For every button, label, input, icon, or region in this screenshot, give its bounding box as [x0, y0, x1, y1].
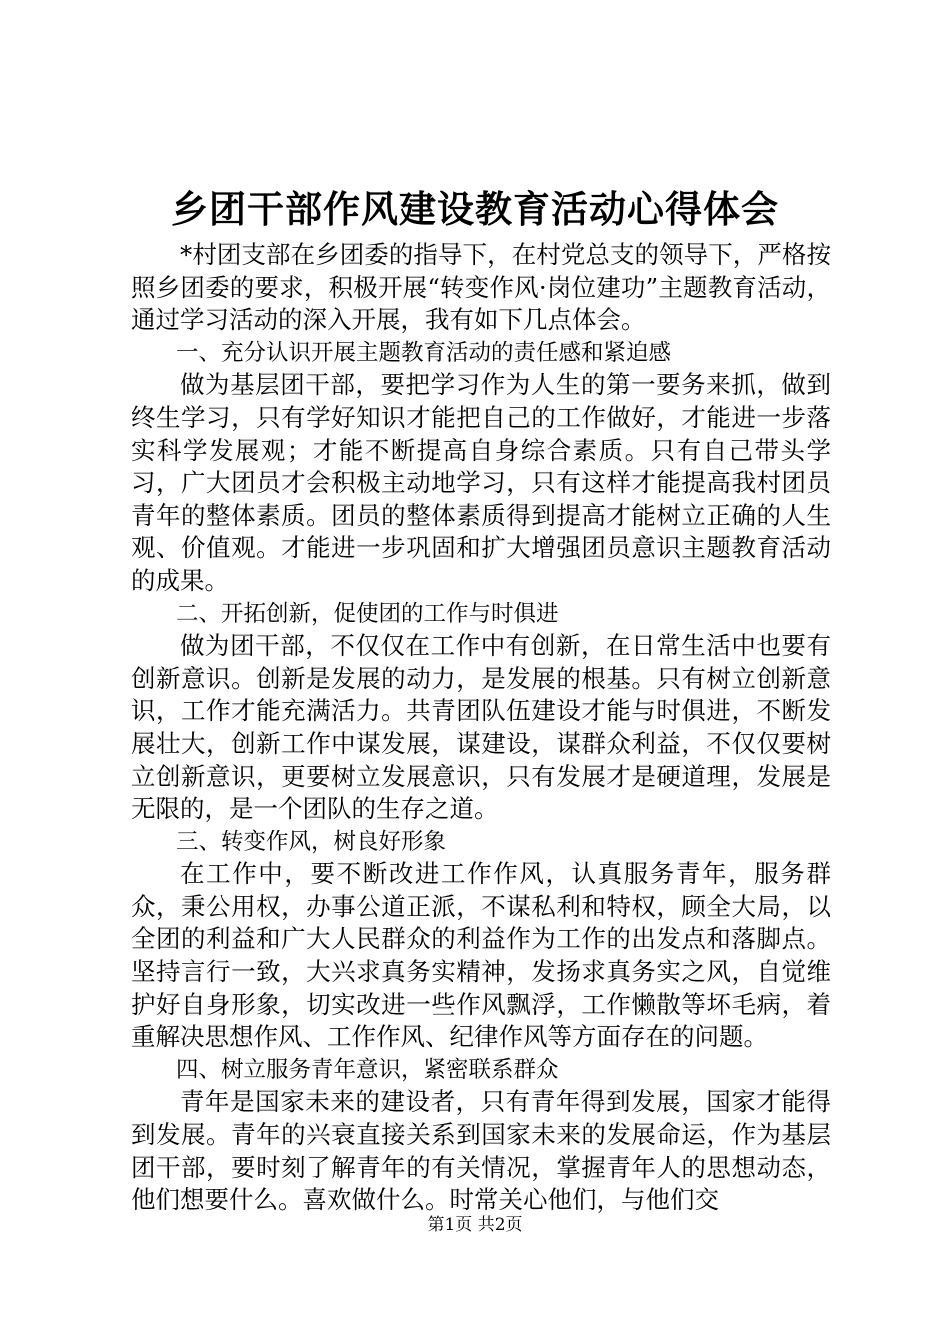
section-heading-3: 三、转变作风，树良好形象 [176, 828, 447, 855]
section-paragraph-3: 在工作中，要不断改进工作作风，认真服务青年，服务群众，秉公用权，办事公道正派，不谋私利和特权，顾全大局，以全团的利益和广大人民群众的利益作为工作的出发点和落脚点。坚持言行一致，大兴求真务实精神，发扬求真务实之风，自觉维护好自身形象，切实改进一些作风飘浮，工作懒散等坏毛病，着重解决思想作风、工作作风、纪律作风等方面存在的问题。 [131, 859, 831, 1052]
document-title: 乡团干部作风建设教育活动心得体会 [171, 187, 779, 231]
section-paragraph-4: 青年是国家未来的建设者，只有青年得到发展，国家才能得到发展。青年的兴衰直接关系到国家未来的发展命运，作为基层团干部，要时刻了解青年的有关情况，掌握青年人的思想动态，他们想要什么。喜欢做什么。时常关心他们，与他们交 [131, 1087, 831, 1215]
page-footer: 第1页 共2页 [427, 1215, 523, 1235]
section-heading-2: 二、开拓创新，促使团的工作与时俱进 [176, 600, 559, 627]
section-heading-1: 一、充分认识开展主题教育活动的责任感和紧迫感 [176, 339, 672, 366]
section-paragraph-1: 做为基层团干部，要把学习作为人生的第一要务来抓，做到终生学习，只有学好知识才能把自己的工作做好，才能进一步落实科学发展观；才能不断提高自身综合素质。只有自己带头学习，广大团员才会积极主动地学习，只有这样才能提高我村团员青年的整体素质。团员的整体素质得到提高才能树立正确的人生观、价值观。才能进一步巩固和扩大增强团员意识主题教育活动的成果。 [131, 370, 831, 595]
section-paragraph-2: 做为团干部，不仅仅在工作中有创新，在日常生活中也要有创新意识。创新是发展的动力，是发展的根基。只有树立创新意识，工作才能充满活力。共青团队伍建设才能与时俱进，不断发展壮大，创新工作中谋发展，谋建设，谋群众利益，不仅仅要树立创新意识，更要树立发展意识，只有发展才是硬道理，发展是无限的，是一个团队的生存之道。 [131, 631, 831, 824]
intro-paragraph: *村团支部在乡团委的指导下，在村党总支的领导下，严格按照乡团委的要求，积极开展“转变作风·岗位建功”主题教育活动，通过学习活动的深入开展，我有如下几点体会。 [131, 240, 831, 335]
document-body [131, 239, 831, 1217]
section-heading-4: 四、树立服务青年意识，紧密联系群众 [176, 1056, 559, 1083]
